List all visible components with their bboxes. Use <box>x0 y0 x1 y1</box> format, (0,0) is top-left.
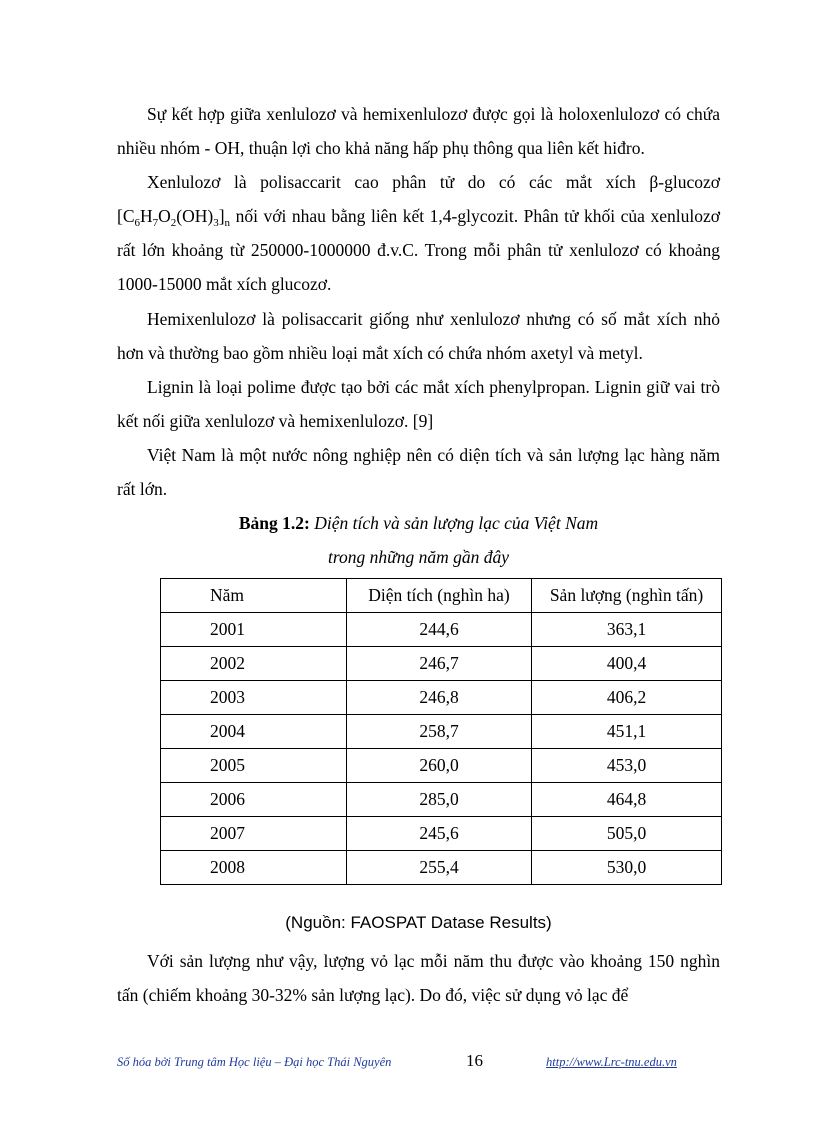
cell-area: 255,4 <box>347 851 532 885</box>
cell-output: 400,4 <box>532 647 722 681</box>
cell-year: 2001 <box>161 613 347 647</box>
paragraph-lignin: Lignin là loại polime được tạo bởi các mắt xích phenylpropan. Lignin giữ vai trò kết nối giữa xenlulozơ và hemixenlulozơ. [9] <box>117 377 720 431</box>
table-caption-line2-row <box>117 540 720 574</box>
table-row <box>161 681 722 715</box>
cell-year: 2007 <box>161 817 347 851</box>
page-number: 16 <box>466 1051 483 1070</box>
cell-output: 363,1 <box>532 613 722 647</box>
cell-output: 464,8 <box>532 783 722 817</box>
cell-output: 451,1 <box>532 715 722 749</box>
peanut-production-table <box>160 578 722 885</box>
table-row <box>161 851 722 885</box>
cell-output: 453,0 <box>532 749 722 783</box>
table-header-row <box>161 579 722 613</box>
cell-year: 2005 <box>161 749 347 783</box>
cell-area: 260,0 <box>347 749 532 783</box>
table-row <box>161 647 722 681</box>
table-source: (Nguồn: FAOSPAT Datase Results) <box>285 913 552 932</box>
table-caption-line2: trong những năm gần đây <box>328 547 509 567</box>
cell-area: 244,6 <box>347 613 532 647</box>
table-caption-line1: Diện tích và sản lượng lạc của Việt Nam <box>314 513 599 533</box>
table-row <box>161 817 722 851</box>
table-row <box>161 783 722 817</box>
cell-area: 245,6 <box>347 817 532 851</box>
table-caption <box>117 506 720 540</box>
cell-year: 2006 <box>161 783 347 817</box>
paragraph-hemixenluloza: Hemixenlulozơ là polisaccarit giống như xenlulozơ nhưng có số mắt xích nhỏ hơn và thường bao gồm nhiều loại mắt xích có chứa nhóm axetyl và metyl. <box>117 309 720 363</box>
table-caption-label: Bảng 1.2: <box>238 513 310 533</box>
cell-output: 530,0 <box>532 851 722 885</box>
cell-output: 406,2 <box>532 681 722 715</box>
footer-website-link[interactable]: http://www.Lrc-tnu.edu.vn <box>546 1055 677 1069</box>
table-row <box>161 715 722 749</box>
cell-area: 258,7 <box>347 715 532 749</box>
paragraph-holoxenluloza: Sự kết hợp giữa xenlulozơ và hemixenlulozơ được gọi là holoxenlulozơ có chứa nhiều nhóm - OH, thuận lợi cho khả năng hấp phụ thông qua liên kết hiđro. <box>117 104 720 158</box>
cell-year: 2008 <box>161 851 347 885</box>
paragraph-vo-lac: Với sản lượng như vậy, lượng vỏ lạc mỗi năm thu được vào khoảng 150 nghìn tấn (chiếm khoảng 30-32% sản lượng lạc). Do đó, việc sử dụng vỏ lạc để <box>117 951 720 1005</box>
cell-output: 505,0 <box>532 817 722 851</box>
cell-year: 2002 <box>161 647 347 681</box>
cell-year: 2003 <box>161 681 347 715</box>
header-area: Diện tích (nghìn ha) <box>347 579 532 613</box>
paragraph-viet-nam: Việt Nam là một nước nông nghiệp nên có diện tích và sản lượng lạc hàng năm rất lớn. <box>117 445 720 499</box>
cell-area: 246,7 <box>347 647 532 681</box>
paragraph-xenluloza: Xenlulozơ là polisaccarit cao phân tử do có các mắt xích β-glucozơ $[C_6H_7O_2(OH)_3]_n$ nối với nhau bằng liên kết 1,4-glycozit. Phân tử khối của xenlulozơ rất lớn khoảng từ 250000-1000000 đ.v.C. Trong mỗi phân tử xenlulozơ có khoảng 1000-15000 mắt xích glucozơ. <box>117 172 720 294</box>
footer-digitized-by: Số hóa bởi Trung tâm Học liệu – Đại học Thái Nguyên <box>117 1055 392 1069</box>
table-row <box>161 749 722 783</box>
header-output: Sản lượng (nghìn tấn) <box>532 579 722 613</box>
cell-year: 2004 <box>161 715 347 749</box>
table-row <box>161 613 722 647</box>
cell-area: 246,8 <box>347 681 532 715</box>
header-year: Năm <box>161 579 347 613</box>
cell-area: 285,0 <box>347 783 532 817</box>
